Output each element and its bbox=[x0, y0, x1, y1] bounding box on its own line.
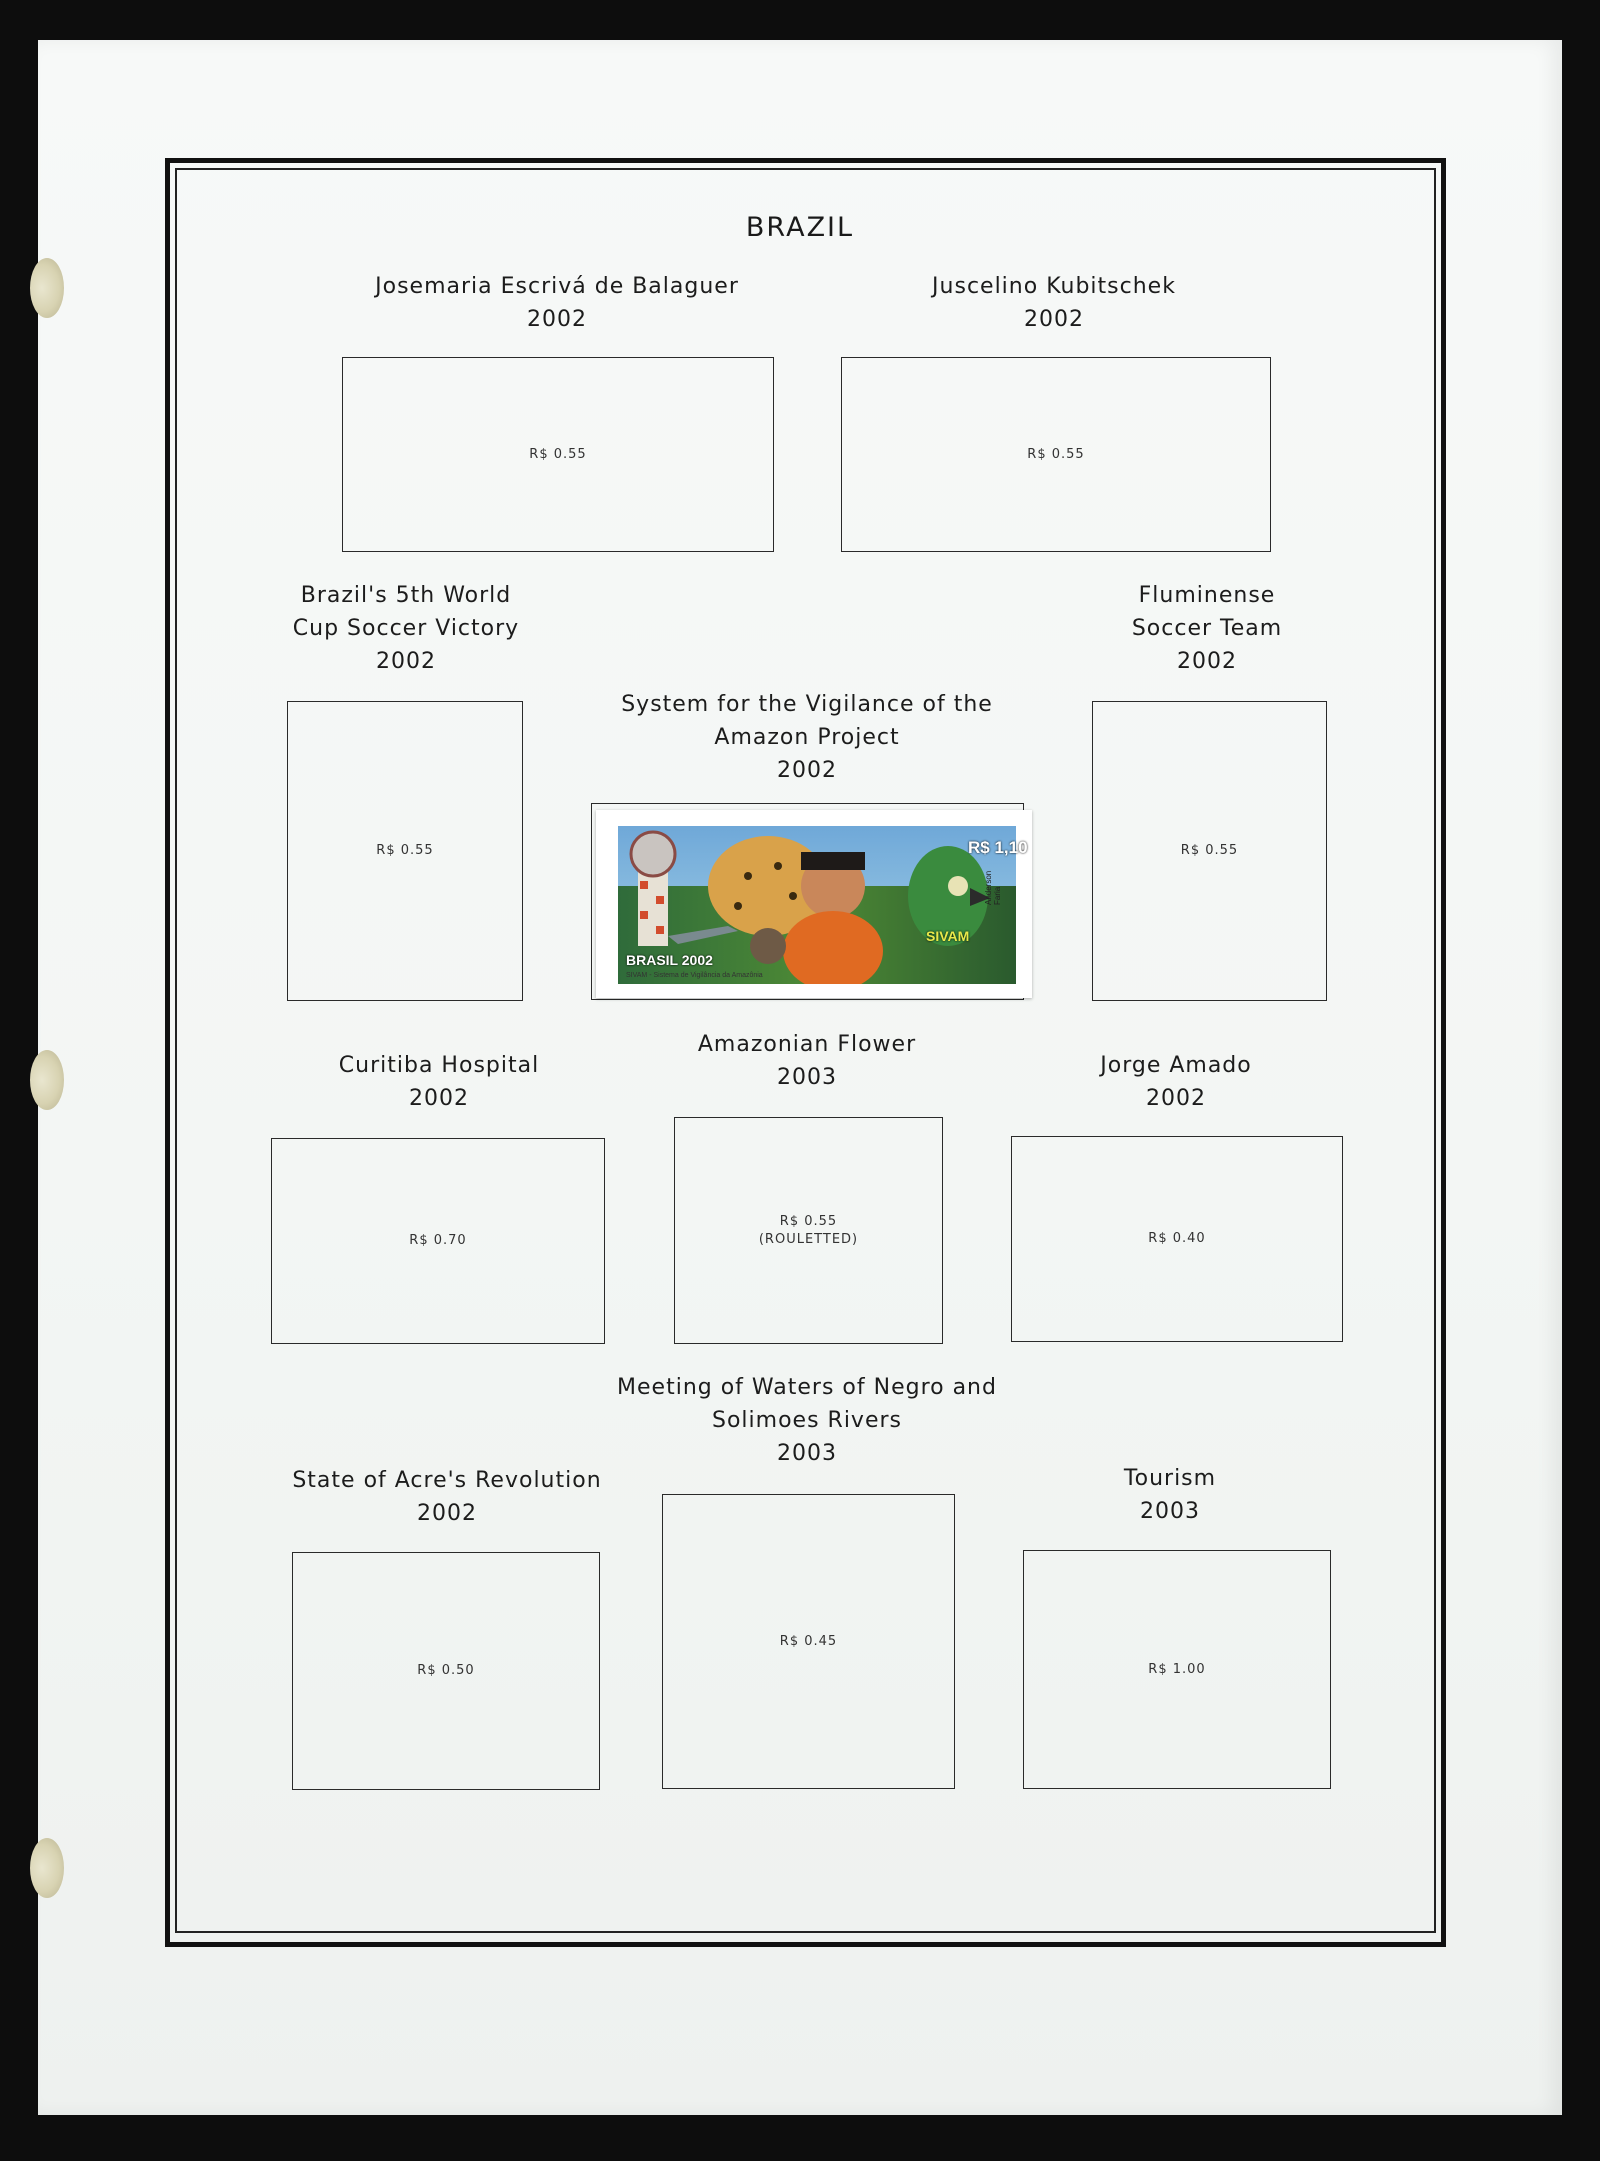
denomination-label: R$ 0.55 bbox=[779, 1213, 838, 1229]
stamp-space-tourism[interactable] bbox=[1023, 1550, 1331, 1789]
caption-kubitschek bbox=[854, 270, 1254, 336]
caption-line: Josemaria Escrivá de Balaguer bbox=[375, 274, 739, 299]
caption-line: System for the Vigilance of the bbox=[621, 692, 993, 717]
denomination-label: R$ 1.00 bbox=[1148, 1661, 1206, 1677]
stamp-space-escriva[interactable] bbox=[342, 357, 774, 552]
stamp-subtitle: SIVAM - Sistema de Vigilância da Amazônia bbox=[626, 972, 763, 979]
stamp-space-flower[interactable] bbox=[674, 1117, 943, 1344]
caption-line: Meeting of Waters of Negro and bbox=[617, 1375, 997, 1400]
denomination-note: (ROULETTED) bbox=[758, 1231, 859, 1247]
caption-line: 2003 bbox=[777, 1441, 837, 1466]
caption-line: 2003 bbox=[777, 1065, 837, 1090]
caption-tourism bbox=[1020, 1462, 1320, 1528]
stamp-space-curitiba[interactable] bbox=[271, 1138, 605, 1344]
stamp-space-acre[interactable] bbox=[292, 1552, 600, 1790]
caption-line: 2002 bbox=[1146, 1086, 1206, 1111]
page-title: BRAZIL bbox=[745, 212, 855, 243]
caption-line: 2002 bbox=[527, 307, 587, 332]
caption-world-cup bbox=[256, 579, 556, 678]
denomination-label: R$ 0.55 bbox=[1027, 446, 1085, 462]
caption-line: Cup Soccer Victory bbox=[292, 616, 520, 641]
caption-line: 2002 bbox=[777, 758, 837, 783]
denomination-label: R$ 0.40 bbox=[1148, 1231, 1206, 1246]
stamp-value: R$ 1,10 bbox=[968, 838, 1028, 857]
stamp-space-world-cup[interactable] bbox=[287, 701, 523, 1001]
denomination-label: R$ 0.50 bbox=[417, 1663, 475, 1678]
denomination-label: R$ 0.55 bbox=[1180, 843, 1239, 858]
caption-escriva bbox=[357, 270, 757, 336]
denomination-label: R$ 0.55 bbox=[376, 843, 434, 858]
caption-fluminense bbox=[1057, 579, 1357, 678]
denomination-label: R$ 0.55 bbox=[529, 446, 587, 462]
stamp-logo: SIVAM bbox=[926, 928, 970, 944]
caption-line: Soccer Team bbox=[1131, 616, 1283, 641]
punch-hole bbox=[30, 1050, 64, 1110]
stamp-space-amado[interactable] bbox=[1011, 1136, 1343, 1342]
denomination-label: R$ 0.70 bbox=[409, 1233, 467, 1248]
denomination-label: R$ 0.45 bbox=[779, 1633, 838, 1649]
caption-waters bbox=[607, 1371, 1007, 1470]
mounted-stamp-sivam[interactable] bbox=[596, 810, 1032, 998]
caption-line: Curitiba Hospital bbox=[338, 1053, 540, 1078]
caption-line: Brazil's 5th World bbox=[300, 583, 512, 608]
caption-line: Solimoes Rivers bbox=[712, 1408, 902, 1433]
caption-line: 2002 bbox=[1177, 649, 1237, 674]
stamp-space-waters[interactable] bbox=[662, 1494, 955, 1789]
caption-flower bbox=[657, 1028, 957, 1094]
caption-line: 2003 bbox=[1140, 1499, 1200, 1524]
punch-hole bbox=[30, 258, 64, 318]
caption-line: Amazonian Flower bbox=[697, 1032, 917, 1057]
caption-line: 2002 bbox=[409, 1086, 469, 1111]
caption-line: Tourism bbox=[1123, 1466, 1217, 1491]
caption-line: Juscelino Kubitschek bbox=[932, 274, 1176, 299]
caption-sivam bbox=[607, 688, 1007, 787]
caption-line: Amazon Project bbox=[714, 725, 900, 750]
stamp-space-kubitschek[interactable] bbox=[841, 357, 1271, 552]
stamp-space-fluminense[interactable] bbox=[1092, 701, 1327, 1001]
caption-line: 2002 bbox=[417, 1501, 477, 1526]
stamp-country-year: BRASIL 2002 bbox=[626, 952, 713, 968]
caption-line: Jorge Amado bbox=[1100, 1053, 1252, 1078]
caption-curitiba bbox=[289, 1049, 589, 1115]
caption-line: State of Acre's Revolution bbox=[292, 1468, 602, 1493]
caption-line: Fluminense bbox=[1138, 583, 1276, 608]
caption-amado bbox=[1026, 1049, 1326, 1115]
caption-acre bbox=[272, 1464, 622, 1530]
caption-line: 2002 bbox=[1024, 307, 1084, 332]
stamp-artist: Anderson Faria bbox=[984, 870, 1002, 905]
punch-hole bbox=[30, 1838, 64, 1898]
caption-line: 2002 bbox=[376, 649, 436, 674]
